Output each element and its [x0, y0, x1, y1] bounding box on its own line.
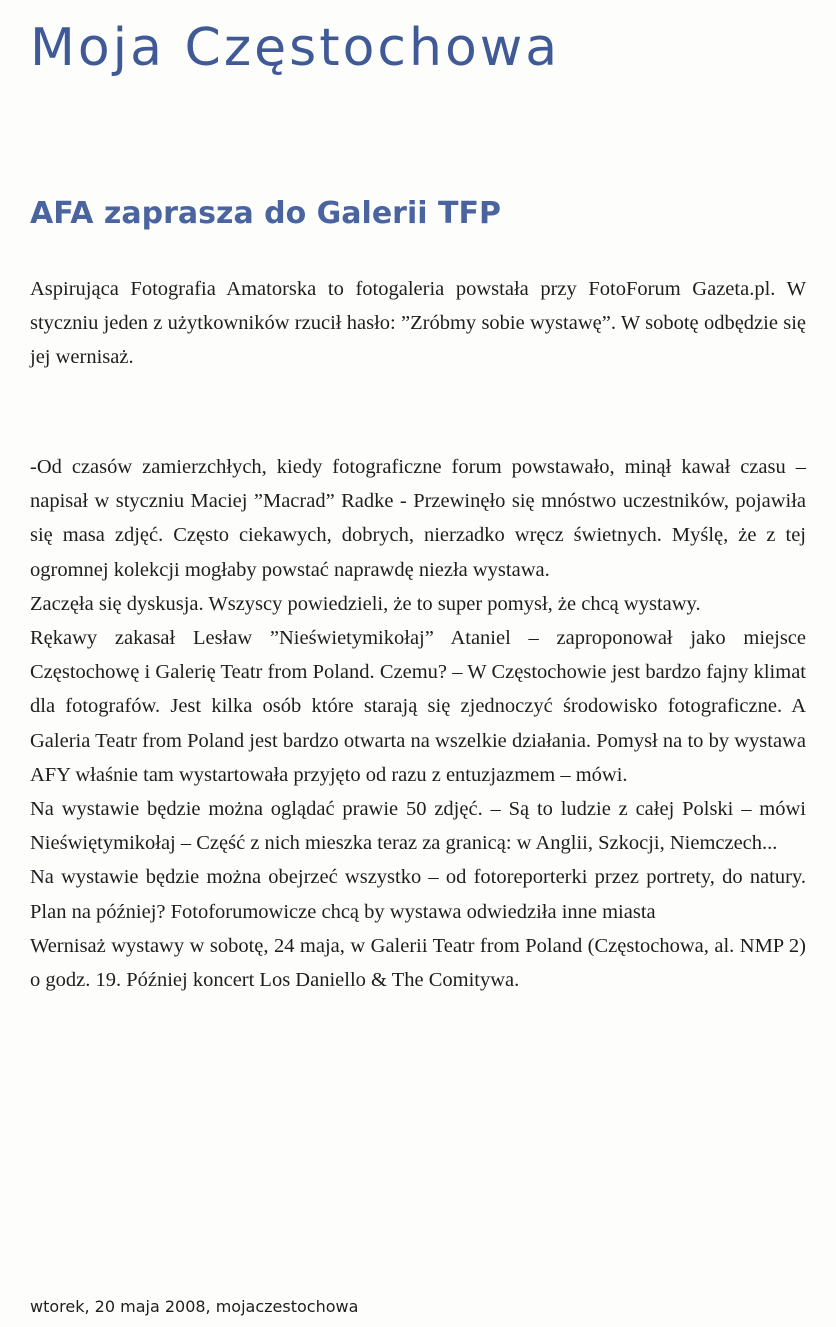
article-dateline: wtorek, 20 maja 2008, mojaczestochowa — [30, 1297, 359, 1316]
article-paragraph: -Od czasów zamierzchłych, kiedy fotograficzne forum powstawało, minął kawał czasu – napisał w styczniu Maciej ”Macrad” Radke - Przewinęło się mnóstwo uczestników, pojawiła się masa zdjęć. Często ciekawych, dobrych, nierzadko wręcz świetnych. Myślę, że z tej ogromnej kolekcji mogłaby powstać naprawdę niezła wystawa. — [30, 456, 806, 581]
article-paragraph: Na wystawie będzie można obejrzeć wszystko – od fotoreporterki przez portrety, do natury. Plan na później? Fotoforumowicze chcą by wystawa odwiedziła inne miasta — [30, 866, 806, 923]
article-paragraph: Wernisaż wystawy w sobotę, 24 maja, w Galerii Teatr from Poland (Częstochowa, al. NMP 2) o godz. 19. Później koncert Los Daniello & The Comitywa. — [30, 934, 806, 992]
masthead-title: Moja Częstochowa — [30, 18, 561, 78]
article-paragraph: Rękawy zakasał Lesław ”Nieświetymikołaj” Ataniel – zaproponował jako miejsce Częstochowę i Galerię Teatr from Poland. Czemu? – W Częstochowie jest bardzo fajny klimat dla fotografów. Jest kilka osób które starają się zjednoczyć środowisko fotograficzne. A Galeria Teatr from Poland jest bardzo otwarta na wszelkie działania. Pomysł na to by wystawa AFY właśnie tam wystartowała przyjęto od razu z entuzjazmem – mówi. — [30, 627, 806, 786]
article-lead: Aspirująca Fotografia Amatorska to fotogaleria powstała przy FotoForum Gazeta.pl. W styczniu jeden z użytkowników rzucił hasło: ”Zróbmy sobie wystawę”. W sobotę odbędzie się jej wernisaż. — [30, 278, 806, 369]
article-body — [30, 450, 806, 997]
article-paragraph: Na wystawie będzie można oglądać prawie 50 zdjęć. – Są to ludzie z całej Polski – mówi Nieświętymikołaj – Część z nich mieszka teraz za granicą: w Anglii, Szkocji, Niemczech... — [30, 798, 806, 855]
article-paragraph: Zaczęła się dyskusja. Wszyscy powiedzieli, że to super pomysł, że chcą wystawy. — [30, 592, 701, 615]
article-headline: AFA zaprasza do Galerii TFP — [30, 196, 501, 231]
